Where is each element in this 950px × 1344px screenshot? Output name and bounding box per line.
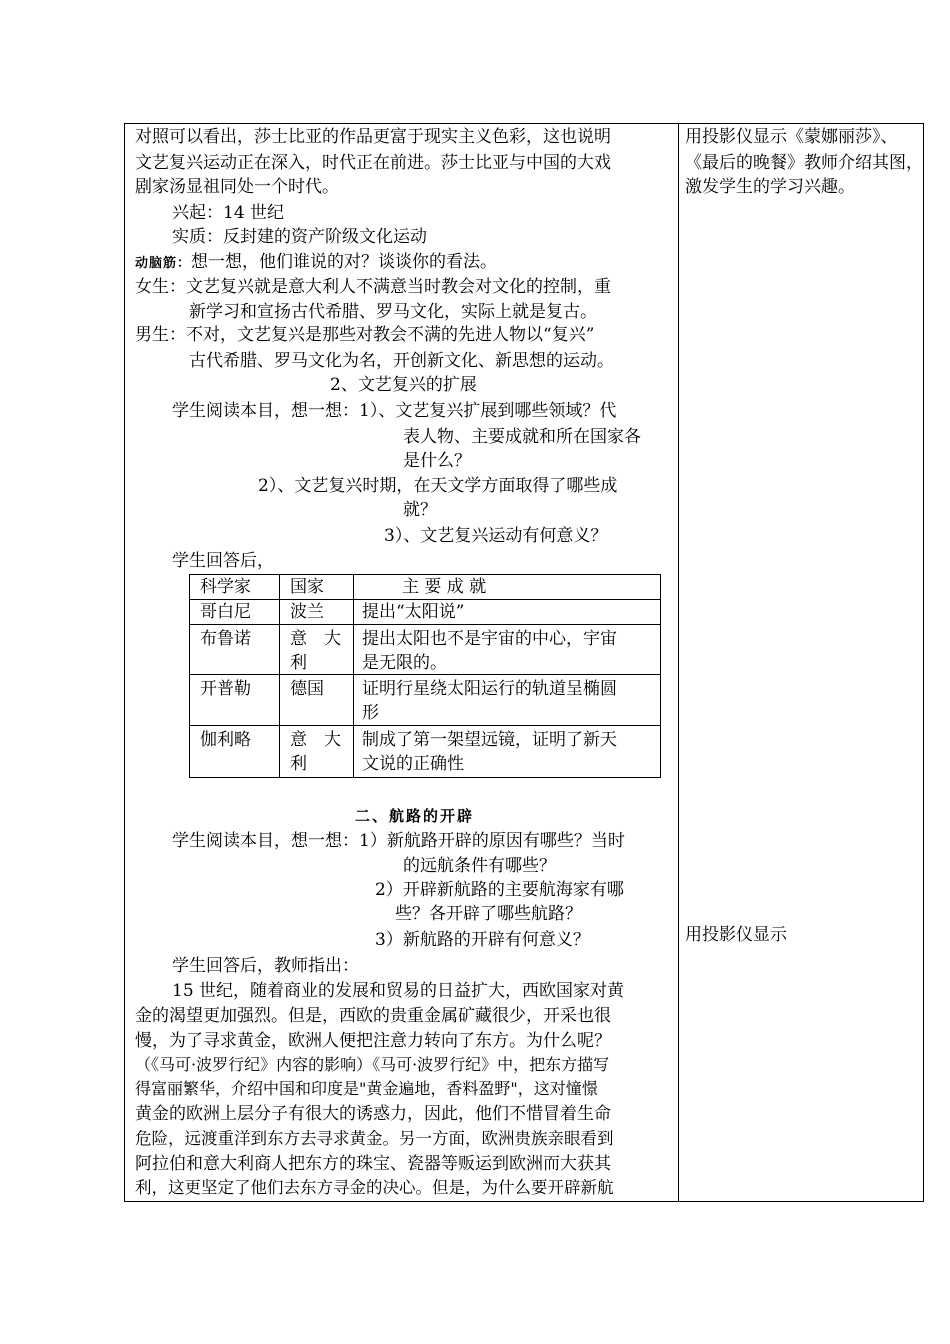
paragraph-line: 15 世纪，随着商业的发展和贸易的日益扩大，西欧国家对黄 [172, 981, 625, 1001]
table-cell: 开普勒 [200, 679, 251, 699]
table-cell: 意 大 [290, 730, 341, 750]
table-header: 科学家 [200, 577, 251, 597]
paragraph-line: 金的渴望更加强烈。但是，西欧的贵重金属矿藏很少，开采也很 [135, 1006, 611, 1026]
table-cell: 利 [290, 653, 307, 673]
question-line: 3）、文艺复兴运动有何意义？ [384, 526, 608, 546]
paragraph-line: 文艺复兴运动正在深入，时代正在前进。莎士比亚与中国的大戏 [135, 153, 611, 173]
table-cell: 提出太阳也不是宇宙的中心，宇宙 [362, 629, 617, 649]
scientist-table [189, 574, 661, 778]
paragraph-line: 利，这更坚定了他们去东方寻金的决心。但是，为什么要开辟新航 [135, 1178, 614, 1197]
table-cell: 德国 [290, 679, 324, 699]
boy-line: 古代希腊、罗马文化为名，开创新文化、新思想的运动。 [189, 351, 614, 371]
section2-title: 2、文艺复兴的扩展 [330, 375, 477, 395]
paragraph-line: 黄金的欧洲上层分子有很大的诱惑力，因此，他们不惜冒着生命 [135, 1104, 611, 1124]
table-header: 主 要 成 就 [402, 577, 487, 597]
nav-question-intro: 学生阅读本目，想一想：1）新航路开辟的原因有哪些？当时 [172, 831, 625, 851]
paragraph-line: （《马可·波罗行纪》内容的影响）《马可·波罗行纪》中，把东方描写 [135, 1055, 610, 1074]
table-cell: 布鲁诺 [200, 629, 251, 649]
table-header: 国家 [290, 577, 324, 597]
paragraph-line: 危险，远渡重洋到东方去寻求黄金。另一方面，欧洲贵族亲眼看到 [135, 1129, 614, 1148]
question-intro: 学生阅读本目，想一想：1）、文艺复兴扩展到哪些领域？代 [172, 401, 617, 421]
paragraph-line: 阿拉伯和意大利商人把东方的珠宝、瓷器等贩运到欧洲而大获其 [135, 1154, 611, 1174]
table-cell: 利 [290, 754, 307, 774]
table-cell: 制成了第一架望远镜，证明了新天 [362, 730, 617, 750]
section-nav-title: 二、航路的开辟 [355, 807, 475, 825]
question-line: 2）、文艺复兴时期，在天文学方面取得了哪些成 [258, 476, 618, 496]
after-answer: 学生回答后， [172, 551, 274, 571]
teaching-note: 用投影仪显示《蒙娜丽莎》、 [685, 127, 898, 147]
table-vline [353, 575, 354, 777]
essence-text: 实质：反封建的资产阶级文化运动 [172, 227, 427, 247]
table-cell: 是无限的。 [362, 653, 447, 673]
table-vline [279, 575, 280, 777]
table-cell: 伽利略 [200, 730, 251, 750]
nav-question-line: 2）开辟新航路的主要航海家有哪 [375, 880, 624, 900]
table-cell: 提出“太阳说” [362, 602, 465, 622]
table-hline [190, 725, 660, 726]
teaching-note: 《最后的晚餐》教师介绍其图， [685, 153, 923, 173]
teaching-note: 用投影仪显示 [685, 925, 787, 945]
nav-question-line: 些？各开辟了哪些航路？ [395, 904, 582, 924]
question-line: 表人物、主要成就和所在国家各 [403, 427, 641, 447]
lesson-plan-table [124, 123, 924, 1202]
table-cell: 形 [362, 703, 379, 723]
nav-question-line: 3）新航路的开辟有何意义？ [375, 930, 590, 950]
table-cell: 波兰 [290, 602, 324, 622]
paragraph-line: 得富丽繁华，介绍中国和印度是"黄金遍地，香料盈野"，这对憧憬 [135, 1079, 598, 1098]
rise-text: 兴起：14 世纪 [172, 203, 285, 223]
brain-label: 动脑筋： [135, 256, 192, 271]
girl-line: 新学习和宣扬古代希腊、罗马文化，实际上就是复古。 [189, 302, 597, 322]
paragraph-line: 剧家汤显祖同处一个时代。 [135, 177, 339, 197]
column-divider [678, 124, 679, 1201]
table-cell: 哥白尼 [200, 602, 251, 622]
table-cell: 文说的正确性 [362, 754, 464, 774]
question-line: 就？ [403, 500, 437, 520]
question-line: 是什么？ [403, 451, 471, 471]
teaching-note: 激发学生的学习兴趣。 [685, 177, 855, 197]
brain-prompt [135, 250, 497, 276]
girl-line: 女生：文艺复兴就是意大利人不满意当时教会对文化的控制，重 [135, 277, 611, 297]
paragraph-line: 慢，为了寻求黄金，欧洲人便把注意力转向了东方。为什么呢？ [135, 1031, 611, 1051]
table-cell: 证明行星绕太阳运行的轨道呈椭圆 [362, 679, 617, 699]
table-cell: 意 大 [290, 629, 341, 649]
boy-line: 男生：不对，文艺复兴是那些对教会不满的先进人物以“复兴” [135, 325, 595, 345]
table-hline [190, 624, 660, 625]
paragraph-line: 对照可以看出，莎士比亚的作品更富于现实主义色彩，这也说明 [135, 127, 611, 147]
teacher-points: 学生回答后，教师指出： [172, 956, 359, 976]
nav-question-line: 的远航条件有哪些？ [403, 856, 556, 876]
brain-text: 想一想，他们谁说的对？谈谈你的看法。 [191, 252, 498, 272]
